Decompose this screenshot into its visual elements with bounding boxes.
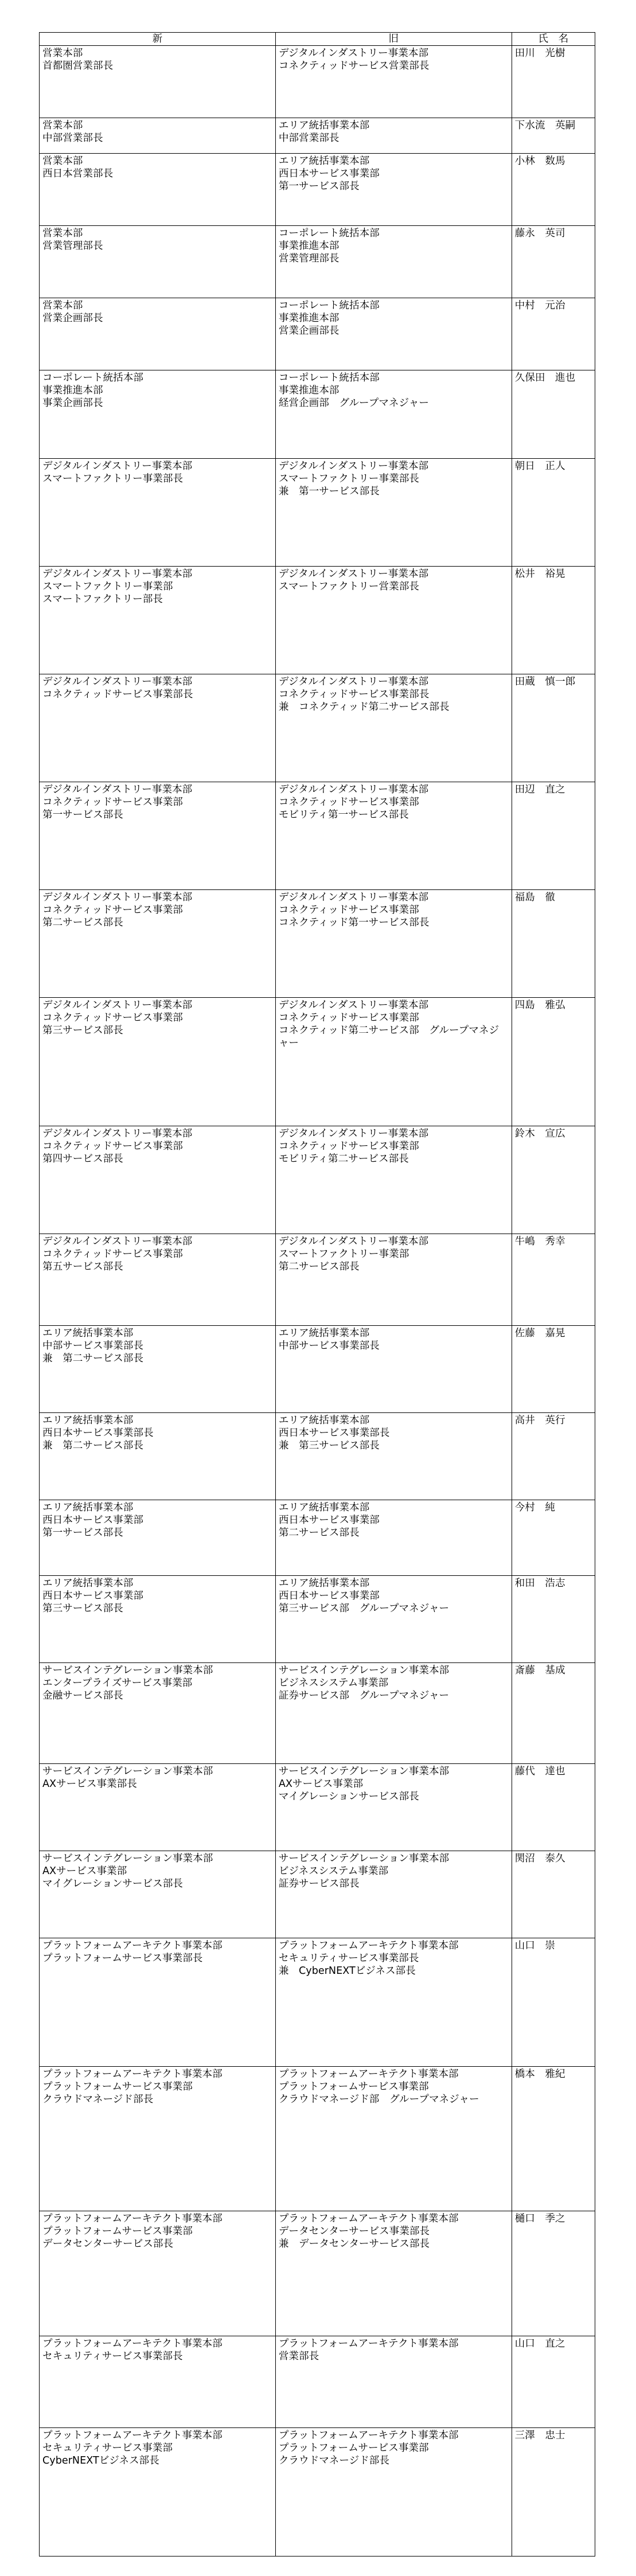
new-position-line: 金融サービス部長 (42, 1690, 123, 1701)
person-name-cell (512, 890, 595, 998)
new-position-line: セキュリティサービス事業部 (42, 2442, 173, 2454)
person-name: 小林 数馬 (514, 155, 565, 167)
person-name-cell (512, 2336, 595, 2428)
new-position-line: エリア統括事業本部 (42, 1328, 134, 1339)
new-position-line: プラットフォームアーキテクト事業本部 (42, 2338, 223, 2349)
old-position-line: デジタルインダストリー事業本部 (278, 1128, 429, 1139)
table-row (40, 1576, 595, 1663)
old-position-line: コーポレート統括本部 (278, 228, 380, 239)
new-position-cell (40, 1126, 276, 1234)
table-row (40, 1413, 595, 1500)
new-position-line: エリア統括事業本部 (42, 1578, 134, 1589)
table-body (40, 46, 595, 2557)
person-name: 久保田 進也 (514, 372, 576, 384)
old-position-cell (275, 1938, 512, 2067)
old-position-cell (275, 2336, 512, 2428)
old-position-line: サービスインテグレーション事業本部 (278, 1665, 450, 1676)
old-position-line: 営業部長 (278, 2351, 319, 2362)
table-row (40, 1938, 595, 2067)
old-position-line: ビジネスシステム事業部 (278, 1677, 389, 1689)
new-position-line: 首都圏営業部長 (42, 60, 114, 72)
new-position-line: 第四サービス部長 (42, 1153, 123, 1165)
old-position-cell (275, 2211, 512, 2336)
old-position-cell (275, 46, 512, 118)
person-name: 樋口 季之 (514, 2213, 565, 2224)
person-name: 藤永 英司 (514, 228, 565, 239)
table-row (40, 1126, 595, 1234)
old-position-cell (275, 154, 512, 226)
person-name-cell (512, 2428, 595, 2557)
new-position-line: 第三サービス部長 (42, 1025, 123, 1036)
old-position-line: エリア統括事業本部 (278, 1328, 370, 1339)
person-name-cell (512, 1576, 595, 1663)
new-position-line: デジタルインダストリー事業本部 (42, 460, 193, 472)
person-name: 中村 元治 (514, 300, 565, 311)
table-row (40, 1851, 595, 1938)
old-position-line: 営業企画部長 (278, 325, 340, 337)
table-row (40, 2428, 595, 2557)
person-name: 今村 純 (514, 1502, 556, 1513)
old-position-line: 兼 第一サービス部長 (278, 486, 380, 497)
old-position-line: スマートファクトリー営業部長 (278, 581, 419, 592)
table-row (40, 226, 595, 298)
person-name: 三澤 忠士 (514, 2430, 565, 2441)
person-name-cell (512, 1413, 595, 1500)
person-name-cell (512, 2067, 595, 2211)
table-row (40, 890, 595, 998)
old-position-cell (275, 567, 512, 674)
header-name: 氏 名 (512, 33, 595, 46)
old-position-line: プラットフォームアーキテクト事業本部 (278, 2213, 459, 2224)
old-position-cell (275, 1663, 512, 1764)
new-position-line: 西日本サービス事業部 (42, 1590, 143, 1602)
new-position-cell (40, 1326, 276, 1413)
old-position-line: モビリティ第二サービス部長 (278, 1153, 409, 1165)
new-position-line: スマートファクトリー事業部長 (42, 473, 184, 485)
new-position-cell (40, 2336, 276, 2428)
new-position-line: 第三サービス部長 (42, 1603, 123, 1614)
person-name-cell (512, 154, 595, 226)
old-position-line: 兼 CyberNEXTビジネス部長 (278, 1965, 416, 1977)
person-name-cell (512, 226, 595, 298)
old-position-line: コネクティッドサービス事業部 (278, 797, 419, 808)
person-name-cell (512, 1326, 595, 1413)
person-name: 斎藤 基成 (514, 1665, 565, 1676)
person-name-cell (512, 1234, 595, 1326)
new-position-line: 第一サービス部長 (42, 809, 123, 821)
old-position-cell (275, 1576, 512, 1663)
old-position-cell (275, 1126, 512, 1234)
old-position-line: エリア統括事業本部 (278, 120, 370, 131)
old-position-line: 第二サービス部長 (278, 1527, 360, 1539)
personnel-change-table (39, 32, 595, 2557)
person-name: 田川 光樹 (514, 48, 565, 59)
old-position-line: 兼 コネクティッド第二サービス部長 (278, 701, 450, 713)
old-position-line: スマートファクトリー事業部長 (278, 473, 419, 485)
old-position-cell (275, 459, 512, 567)
new-position-line: データセンターサービス部長 (42, 2238, 174, 2250)
person-name: 高井 英行 (514, 1415, 565, 1426)
old-position-line: クラウドマネージド部 グループマネジャー (278, 2094, 479, 2105)
old-position-line: クラウドマネージド部長 (278, 2455, 389, 2466)
person-name: 牛嶋 秀幸 (514, 1236, 565, 1247)
new-position-cell (40, 567, 276, 674)
person-name: 四島 雅弘 (514, 1000, 565, 1011)
new-position-line: 営業管理部長 (42, 240, 103, 252)
new-position-line: 兼 第二サービス部長 (42, 1353, 143, 1364)
old-position-cell (275, 2067, 512, 2211)
old-position-line: プラットフォームアーキテクト事業本部 (278, 1940, 459, 1951)
new-position-line: 中部営業部長 (42, 132, 103, 144)
new-position-line: スマートファクトリー事業部 (42, 581, 173, 592)
new-position-line: 営業企画部長 (42, 313, 103, 324)
person-name-cell (512, 567, 595, 674)
old-position-line: コネクティッド第二サービス部 グループマネジャー (278, 1025, 500, 1049)
old-position-line: セキュリティサービス事業部長 (278, 1953, 419, 1964)
person-name: 佐藤 嘉晃 (514, 1328, 565, 1339)
new-position-line: エンタープライズサービス事業部 (42, 1677, 193, 1689)
person-name-cell (512, 1764, 595, 1851)
header-row (40, 33, 595, 46)
old-position-cell (275, 226, 512, 298)
new-position-cell (40, 674, 276, 782)
person-name-cell (512, 674, 595, 782)
person-name-cell (512, 1126, 595, 1234)
new-position-cell (40, 998, 276, 1126)
table-row (40, 782, 595, 890)
header-new: 新 (40, 33, 276, 46)
old-position-line: デジタルインダストリー事業本部 (278, 676, 429, 688)
old-position-line: サービスインテグレーション事業本部 (278, 1766, 450, 1777)
new-position-line: サービスインテグレーション事業本部 (42, 1766, 213, 1777)
new-position-line: プラットフォームサービス事業部 (42, 2226, 193, 2237)
new-position-cell (40, 46, 276, 118)
old-position-line: 兼 第三サービス部長 (278, 1440, 380, 1451)
new-position-line: 営業本部 (42, 120, 83, 131)
old-position-line: デジタルインダストリー事業本部 (278, 1236, 429, 1247)
table-row (40, 154, 595, 226)
new-position-line: 営業本部 (42, 228, 83, 239)
old-position-line: 西日本サービス事業部 (278, 168, 380, 179)
old-position-line: エリア統括事業本部 (278, 1502, 370, 1513)
new-position-line: コネクティッドサービス事業部 (42, 904, 183, 916)
new-position-line: コネクティッドサービス事業部 (42, 1248, 183, 1260)
table-row (40, 118, 595, 154)
new-position-line: 西日本サービス事業部 (42, 1515, 143, 1526)
old-position-line: コーポレート統括本部 (278, 372, 380, 384)
old-position-line: デジタルインダストリー事業本部 (278, 784, 429, 795)
new-position-cell (40, 1500, 276, 1576)
old-position-line: プラットフォームアーキテクト事業本部 (278, 2068, 459, 2080)
old-position-cell (275, 998, 512, 1126)
old-position-line: コネクティッドサービス事業部 (278, 1012, 419, 1024)
old-position-cell (275, 1851, 512, 1938)
table-row (40, 2211, 595, 2336)
new-position-cell (40, 1576, 276, 1663)
old-position-line: 西日本サービス事業部 (278, 1590, 380, 1602)
old-position-cell (275, 298, 512, 370)
new-position-cell (40, 1663, 276, 1764)
old-position-cell (275, 1764, 512, 1851)
new-position-line: 営業本部 (42, 48, 83, 59)
old-position-line: 中部営業部長 (278, 132, 340, 144)
person-name: 和田 浩志 (514, 1578, 565, 1589)
old-position-line: コネクティッドサービス事業部 (278, 904, 419, 916)
new-position-cell (40, 1938, 276, 2067)
new-position-cell (40, 2067, 276, 2211)
old-position-line: エリア統括事業本部 (278, 1415, 370, 1426)
old-position-cell (275, 890, 512, 998)
new-position-line: セキュリティサービス事業部長 (42, 2351, 183, 2362)
person-name: 朝日 正人 (514, 460, 565, 472)
old-position-line: プラットフォームサービス事業部 (278, 2081, 429, 2093)
old-position-line: データセンターサービス事業部長 (278, 2226, 430, 2237)
old-position-cell (275, 1326, 512, 1413)
new-position-line: デジタルインダストリー事業本部 (42, 1000, 193, 1011)
old-position-line: コネクティッドサービス事業部長 (278, 689, 430, 700)
new-position-line: プラットフォームアーキテクト事業本部 (42, 2430, 223, 2441)
new-position-cell (40, 782, 276, 890)
old-position-line: エリア統括事業本部 (278, 155, 370, 167)
new-position-line: 兼 第二サービス部長 (42, 1440, 143, 1451)
new-position-cell (40, 1764, 276, 1851)
new-position-line: 第一サービス部長 (42, 1527, 123, 1539)
table-row (40, 298, 595, 370)
person-name-cell (512, 46, 595, 118)
person-name: 田辺 直之 (514, 784, 565, 795)
old-position-line: 事業推進本部 (278, 240, 340, 252)
old-position-line: コネクティッドサービス営業部長 (278, 60, 430, 72)
old-position-line: サービスインテグレーション事業本部 (278, 1853, 450, 1864)
new-position-cell (40, 118, 276, 154)
new-position-cell (40, 2428, 276, 2557)
new-position-cell (40, 459, 276, 567)
old-position-line: デジタルインダストリー事業本部 (278, 892, 429, 903)
old-position-line: マイグレーションサービス部長 (278, 1791, 419, 1802)
new-position-cell (40, 298, 276, 370)
new-position-cell (40, 890, 276, 998)
person-name: 藤代 達也 (514, 1766, 565, 1777)
new-position-line: 営業本部 (42, 155, 83, 167)
person-name: 山口 直之 (514, 2338, 565, 2349)
new-position-line: サービスインテグレーション事業本部 (42, 1665, 213, 1676)
new-position-line: スマートファクトリー部長 (42, 594, 163, 605)
old-position-line: ビジネスシステム事業部 (278, 1865, 389, 1877)
person-name-cell (512, 1938, 595, 2067)
person-name: 松井 裕晃 (514, 568, 565, 580)
person-name-cell (512, 1851, 595, 1938)
new-position-line: プラットフォームサービス事業部長 (42, 1953, 203, 1964)
table-row (40, 370, 595, 459)
old-position-line: スマートファクトリー事業部 (278, 1248, 409, 1260)
person-name-cell (512, 1500, 595, 1576)
new-position-line: コーポレート統括本部 (42, 372, 143, 384)
old-position-cell (275, 2428, 512, 2557)
new-position-cell (40, 1851, 276, 1938)
new-position-cell (40, 2211, 276, 2336)
person-name-cell (512, 998, 595, 1126)
old-position-line: プラットフォームアーキテクト事業本部 (278, 2338, 459, 2349)
old-position-cell (275, 1413, 512, 1500)
person-name-cell (512, 298, 595, 370)
old-position-line: デジタルインダストリー事業本部 (278, 48, 429, 59)
table-row (40, 674, 595, 782)
old-position-line: 事業推進本部 (278, 313, 340, 324)
old-position-line: プラットフォームサービス事業部 (278, 2442, 429, 2454)
table-row (40, 459, 595, 567)
new-position-line: クラウドマネージド部長 (42, 2094, 154, 2105)
old-position-line: エリア統括事業本部 (278, 1578, 370, 1589)
new-position-line: AXサービス事業部長 (42, 1778, 137, 1790)
old-position-cell (275, 674, 512, 782)
old-position-line: 兼 データセンターサービス部長 (278, 2238, 430, 2250)
old-position-line: AXサービス事業部 (278, 1778, 364, 1790)
new-position-cell (40, 154, 276, 226)
old-position-cell (275, 1500, 512, 1576)
old-position-line: デジタルインダストリー事業本部 (278, 568, 429, 580)
new-position-line: 第五サービス部長 (42, 1261, 123, 1273)
old-position-line: モビリティ第一サービス部長 (278, 809, 409, 821)
old-position-line: プラットフォームアーキテクト事業本部 (278, 2430, 459, 2441)
table-row (40, 1326, 595, 1413)
table-row (40, 1500, 595, 1576)
old-position-cell (275, 118, 512, 154)
new-position-line: プラットフォームサービス事業部 (42, 2081, 193, 2093)
person-name: 橋本 雅紀 (514, 2068, 565, 2080)
person-name: 田蔵 慎一郎 (514, 676, 576, 688)
new-position-line: デジタルインダストリー事業本部 (42, 892, 193, 903)
old-position-line: 中部サービス事業部長 (278, 1340, 380, 1352)
person-name: 関沼 泰久 (514, 1853, 565, 1864)
old-position-cell (275, 370, 512, 459)
person-name: 下水流 英嗣 (514, 120, 576, 131)
person-name: 鈴木 宣広 (514, 1128, 565, 1139)
new-position-cell (40, 226, 276, 298)
new-position-cell (40, 370, 276, 459)
new-position-line: 西日本サービス事業部長 (42, 1427, 154, 1439)
old-position-line: 証券サービス部 グループマネジャー (278, 1690, 450, 1701)
new-position-line: デジタルインダストリー事業本部 (42, 1128, 193, 1139)
new-position-line: デジタルインダストリー事業本部 (42, 784, 193, 795)
new-position-line: プラットフォームアーキテクト事業本部 (42, 2213, 223, 2224)
new-position-line: エリア統括事業本部 (42, 1502, 134, 1513)
old-position-line: 西日本サービス事業部 (278, 1515, 380, 1526)
person-name-cell (512, 118, 595, 154)
new-position-line: CyberNEXTビジネス部長 (42, 2455, 159, 2466)
old-position-line: 証券サービス部長 (278, 1878, 360, 1890)
new-position-line: デジタルインダストリー事業本部 (42, 568, 193, 580)
old-position-line: 事業推進本部 (278, 385, 340, 396)
new-position-line: 西日本営業部長 (42, 168, 114, 179)
new-position-line: マイグレーションサービス部長 (42, 1878, 183, 1890)
table-row (40, 2336, 595, 2428)
new-position-line: 営業本部 (42, 300, 83, 311)
person-name: 山口 崇 (514, 1940, 556, 1951)
old-position-line: コネクティッド第一サービス部長 (278, 917, 430, 928)
new-position-line: デジタルインダストリー事業本部 (42, 1236, 193, 1247)
new-position-cell (40, 1413, 276, 1500)
new-position-line: デジタルインダストリー事業本部 (42, 676, 193, 688)
new-position-line: コネクティッドサービス事業部 (42, 1012, 183, 1024)
old-position-line: 第一サービス部長 (278, 181, 360, 192)
old-position-line: コーポレート統括本部 (278, 300, 380, 311)
table-row (40, 1234, 595, 1326)
new-position-line: コネクティッドサービス事業部 (42, 797, 183, 808)
old-position-line: 西日本サービス事業部長 (278, 1427, 390, 1439)
table-row (40, 998, 595, 1126)
old-position-line: コネクティッドサービス事業部 (278, 1141, 419, 1152)
person-name-cell (512, 459, 595, 567)
person-name: 福島 徹 (514, 892, 556, 903)
old-position-line: デジタルインダストリー事業本部 (278, 460, 429, 472)
person-name-cell (512, 370, 595, 459)
person-name-cell (512, 782, 595, 890)
old-position-cell (275, 1234, 512, 1326)
table-row (40, 1663, 595, 1764)
new-position-line: コネクティッドサービス事業部長 (42, 689, 193, 700)
header-old: 旧 (275, 33, 512, 46)
old-position-cell (275, 782, 512, 890)
new-position-line: コネクティッドサービス事業部 (42, 1141, 183, 1152)
table-row (40, 2067, 595, 2211)
old-position-line: 第三サービス部 グループマネジャー (278, 1603, 450, 1614)
new-position-line: プラットフォームアーキテクト事業本部 (42, 1940, 223, 1951)
new-position-line: サービスインテグレーション事業本部 (42, 1853, 213, 1864)
old-position-line: デジタルインダストリー事業本部 (278, 1000, 429, 1011)
old-position-line: 経営企画部 グループマネジャー (278, 397, 429, 409)
person-name-cell (512, 1663, 595, 1764)
new-position-line: 第二サービス部長 (42, 917, 123, 928)
new-position-cell (40, 1234, 276, 1326)
table-row (40, 1764, 595, 1851)
new-position-line: プラットフォームアーキテクト事業本部 (42, 2068, 223, 2080)
person-name-cell (512, 2211, 595, 2336)
old-position-line: 第二サービス部長 (278, 1261, 360, 1273)
new-position-line: AXサービス事業部 (42, 1865, 127, 1877)
old-position-line: 営業管理部長 (278, 253, 340, 264)
new-position-line: 事業企画部長 (42, 397, 103, 409)
new-position-line: エリア統括事業本部 (42, 1415, 134, 1426)
new-position-line: 事業推進本部 (42, 385, 103, 396)
table-row (40, 46, 595, 118)
table-row (40, 567, 595, 674)
new-position-line: 中部サービス事業部長 (42, 1340, 143, 1352)
